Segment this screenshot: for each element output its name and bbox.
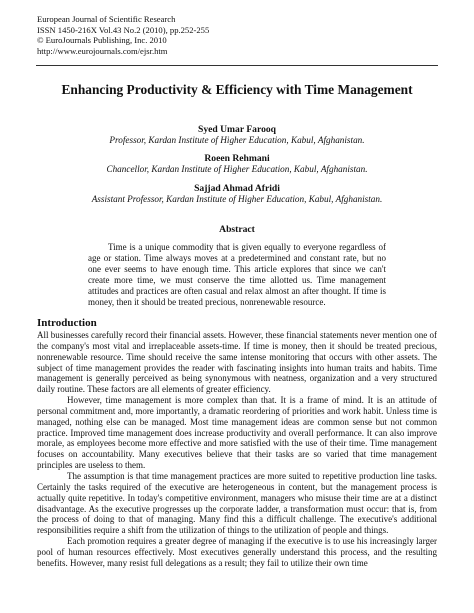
author-affiliation: Assistant Professor, Kardan Institute of Higher Education, Kabul, Afghanistan. [91,194,383,204]
abstract-text [88,242,386,307]
abstract-heading: Abstract [219,224,255,235]
body-paragraph: All businesses carefully record their financial assets. However, these financial statements never mention one of the company's most vital and irreplaceable assets-time. If time is money, then it should be treated precious, nonrenewable resource. Time should receive the same intense monitoring that occurs with other assets. The subject of time management provides the reader with fascinating insights into human traits and habits. Time management is generally perceived as being synonymous with neatness, organization and a very structured daily routine. These factors are all elements of greater efficiency. [37,330,437,395]
introduction-heading: Introduction [37,317,97,329]
abstract-paragraph: Time is a unique commodity that is given equally to everyone regardless of age or station. Time always moves at a predetermined and constant rate, but no one ever seems to have enough time. This article explores that since we can't create more time, we must conserve the time allotted us. Time management attitudes and practices are often casual and relax almost an after thought. If time is money, then it should be treated precious, nonrenewable resource. [88,242,386,307]
author-name: Sajjad Ahmad Afridi [194,183,280,194]
journal-issn: ISSN 1450-216X Vol.43 No.2 (2010), pp.252-255 [37,24,210,35]
journal-name: European Journal of Scientific Research [37,14,176,24]
author-affiliation: Chancellor, Kardan Institute of Higher Education, Kabul, Afghanistan. [106,164,368,174]
body-paragraph: Each promotion requires a greater degree of managing if the executive is to use his increasingly larger pool of human resources effectively. Most executives generally understand this process, and the resulting benefits. However, many resist full delegations as a result; they fail to utilize their own time [37,536,437,568]
author-block [0,183,474,205]
body-paragraph: However, time management is more complex than that. It is a frame of mind. It is an attitude of personal commitment and, more importantly, a dramatic reordering of priorities and work habit. Unless time is managed, nothing else can be managed. Most time management ideas are common sense but not common practice. Improved time management does increase productivity and overall performance. It can also improve morale, as employees become more effective and more satisfied with the use of their time. Time management focuses on accountability. Many executives believe that their tasks are so varied that time management principles are useless to them. [37,395,437,471]
author-block [0,153,474,175]
paper-title: Enhancing Productivity & Efficiency with Time Management [61,82,413,97]
journal-url[interactable]: http://www.eurojournals.com/ejsr.htm [37,45,168,56]
journal-copyright: © EuroJournals Publishing, Inc. 2010 [37,35,167,46]
introduction-body [37,330,437,569]
author-block [0,124,474,146]
journal-header [37,14,209,56]
header-divider [36,65,438,66]
author-name: Syed Umar Farooq [198,124,276,135]
author-affiliation: Professor, Kardan Institute of Higher Education, Kabul, Afghanistan. [109,135,365,145]
author-name: Roeen Rehmani [204,153,270,164]
body-paragraph: The assumption is that time management practices are more suited to repetitive production line tasks. Certainly the tasks required of the executive are heterogeneous in content, but the management process is actually quite repetitive. In today's competitive environment, managers who misuse their time are at a distinct disadvantage. As the executive progresses up the corporate ladder, a transformation must occur: that is, from the process of doing to that of managing. Many find this a difficult challenge. The executive's additional responsibilities require a shift from the utilization of things to the utilization of people and things. [37,470,437,536]
